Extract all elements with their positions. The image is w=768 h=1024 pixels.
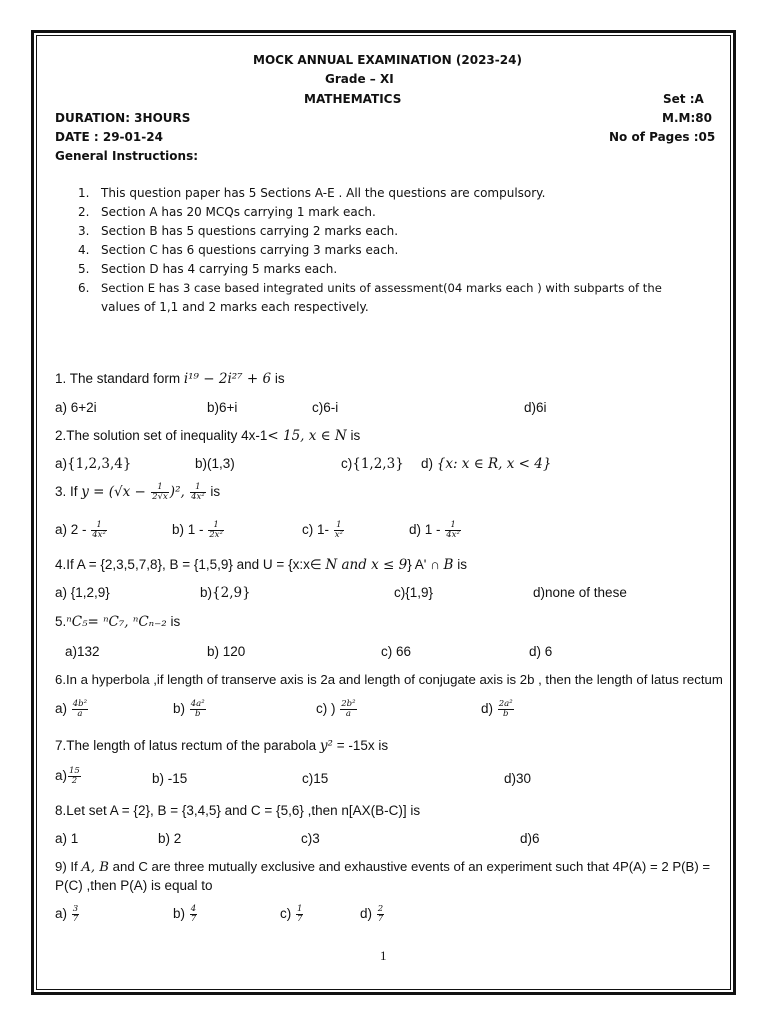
option-a bbox=[55, 456, 131, 472]
option-letter: d) bbox=[421, 456, 437, 471]
question-text: = -15x is bbox=[332, 738, 389, 753]
fraction bbox=[68, 767, 81, 786]
option-letter: b) bbox=[200, 585, 213, 600]
question-text: 3. If bbox=[55, 483, 82, 499]
fraction bbox=[377, 905, 384, 924]
instruction-text: Section D has 4 carrying 5 marks each. bbox=[101, 262, 338, 276]
math-expression: i¹⁹ − 2i²⁷ + 6 bbox=[183, 371, 272, 387]
option-a bbox=[55, 905, 80, 924]
option-a: a) {1,2,9} bbox=[55, 585, 110, 600]
fraction bbox=[151, 483, 169, 502]
numerator: 4 bbox=[190, 904, 197, 914]
denominator: a bbox=[345, 708, 351, 719]
question-4 bbox=[55, 557, 467, 573]
option-letter: a) bbox=[55, 767, 68, 783]
question-text: 1. The standard form bbox=[55, 371, 184, 386]
option-c: c){1,9} bbox=[394, 585, 434, 600]
grade: Grade – XI bbox=[325, 72, 394, 86]
fraction bbox=[72, 905, 79, 924]
fraction bbox=[334, 521, 344, 540]
math-expression: B bbox=[443, 557, 454, 573]
question-text: is bbox=[166, 614, 181, 629]
option-letter: c) ) bbox=[316, 700, 340, 716]
option-letter: d) bbox=[360, 905, 376, 921]
option-a: a) 1 bbox=[55, 831, 79, 846]
numerator: 1 bbox=[208, 521, 224, 531]
numerator: 2b² bbox=[341, 699, 356, 709]
numerator: 1 bbox=[334, 521, 344, 531]
denominator: 7 bbox=[377, 913, 384, 924]
numerator: 1 bbox=[190, 483, 206, 493]
option-letter: b) bbox=[173, 700, 189, 716]
option-b bbox=[173, 905, 198, 924]
option-d bbox=[421, 456, 551, 472]
duration: DURATION: 3HOURS bbox=[55, 111, 191, 125]
option-letter: c) 1- bbox=[302, 521, 333, 537]
numerator: 1 bbox=[297, 904, 303, 914]
general-instructions-heading: General Instructions: bbox=[55, 149, 199, 163]
question-text: 4.If A = {2,3,5,7,8}, B = {1,5,9} and U = {x:x∈ bbox=[55, 557, 326, 572]
option-a: a) 6+2i bbox=[55, 400, 97, 415]
math-expression: y² bbox=[319, 738, 333, 754]
option-c bbox=[280, 905, 304, 924]
option-b: b) 2 bbox=[158, 831, 182, 846]
fraction bbox=[190, 905, 197, 924]
question-text: 7.The length of latus rectum of the parabola bbox=[55, 738, 320, 753]
math-expression: < 15, x ∈ N bbox=[267, 428, 347, 444]
fraction bbox=[72, 700, 88, 719]
option-a bbox=[55, 700, 89, 719]
option-b: b) 120 bbox=[207, 644, 246, 659]
fraction bbox=[91, 521, 107, 540]
question-9-continued: P(C) ,then P(A) is equal to bbox=[55, 878, 213, 893]
instruction-number: 5. bbox=[78, 262, 90, 276]
denominator: 7 bbox=[297, 913, 303, 924]
option-d: d)30 bbox=[504, 771, 532, 786]
instruction-text: Section A has 20 MCQs carrying 1 mark each. bbox=[101, 205, 376, 219]
question-text: 9) If bbox=[55, 859, 82, 874]
option-letter: c) bbox=[280, 905, 295, 921]
derivative-fraction bbox=[190, 483, 206, 502]
option-c bbox=[302, 521, 345, 540]
math-expression: N and x ≤ 9 bbox=[325, 557, 408, 573]
denominator: 7 bbox=[72, 913, 79, 924]
numerator: 2a² bbox=[498, 699, 513, 709]
option-letter: b) 1 - bbox=[172, 521, 208, 537]
subject: MATHEMATICS bbox=[304, 92, 402, 106]
instruction-number: 3. bbox=[78, 224, 90, 238]
option-a bbox=[55, 767, 82, 786]
exam-title: MOCK ANNUAL EXAMINATION (2023-24) bbox=[253, 53, 522, 67]
numerator: 4a² bbox=[190, 699, 205, 709]
option-d bbox=[360, 905, 385, 924]
option-value: {2,9} bbox=[212, 585, 251, 601]
option-c bbox=[341, 456, 404, 472]
denominator: x² bbox=[334, 529, 343, 540]
option-b bbox=[200, 585, 251, 601]
option-c: c)3 bbox=[301, 831, 320, 846]
option-d bbox=[481, 700, 515, 719]
option-c: c) 66 bbox=[381, 644, 412, 659]
numerator: 1 bbox=[151, 483, 169, 493]
exam-date: DATE : 29-01-24 bbox=[55, 130, 163, 144]
numerator: 2 bbox=[377, 904, 384, 914]
option-d bbox=[409, 521, 462, 540]
question-text: 5. bbox=[55, 614, 67, 629]
option-b: b)6+i bbox=[207, 400, 238, 415]
denominator: 4x² bbox=[191, 491, 205, 502]
option-letter: b) bbox=[173, 905, 189, 921]
question-7 bbox=[55, 738, 388, 754]
page-count: No of Pages :05 bbox=[609, 130, 716, 144]
option-c bbox=[316, 700, 358, 719]
option-b: b)(1,3) bbox=[195, 456, 235, 471]
denominator: 4x² bbox=[92, 529, 106, 540]
option-b bbox=[173, 700, 207, 719]
option-value: {x: x ∈ R, x < 4} bbox=[436, 456, 552, 472]
instruction-number: 2. bbox=[78, 205, 90, 219]
option-value: {1,2,3} bbox=[352, 456, 404, 472]
numerator: 3 bbox=[72, 904, 79, 914]
denominator: 2 bbox=[71, 775, 78, 786]
instruction-number: 6. bbox=[78, 281, 90, 295]
question-1 bbox=[55, 371, 285, 387]
max-marks: M.M:80 bbox=[662, 111, 712, 125]
instruction-number: 4. bbox=[78, 243, 90, 257]
option-letter: a) 2 - bbox=[55, 521, 91, 537]
fraction bbox=[190, 700, 206, 719]
question-text: 2.The solution set of inequality 4x-1 bbox=[55, 428, 268, 443]
option-d: d)none of these bbox=[533, 585, 627, 600]
option-c: c)15 bbox=[302, 771, 329, 786]
option-d: d) 6 bbox=[529, 644, 553, 659]
question-5 bbox=[55, 614, 180, 630]
option-value: {1,2,3,4} bbox=[67, 456, 132, 472]
option-letter: a) bbox=[55, 456, 68, 471]
denominator: a bbox=[77, 708, 83, 719]
fraction bbox=[340, 700, 356, 719]
fraction bbox=[498, 700, 514, 719]
question-text: is bbox=[206, 483, 221, 499]
math-expression: A, B bbox=[81, 860, 109, 875]
option-a bbox=[55, 521, 108, 540]
denominator: 4x² bbox=[446, 529, 460, 540]
denominator: 2x² bbox=[209, 529, 223, 540]
option-b: b) -15 bbox=[152, 771, 188, 786]
question-8: 8.Let set A = {2}, B = {3,4,5} and C = {5,6} ,then n[AX(B-C)] is bbox=[55, 803, 421, 818]
option-b bbox=[172, 521, 225, 540]
option-a: a)132 bbox=[65, 644, 100, 659]
denominator: b bbox=[502, 708, 509, 719]
question-text: and C are three mutually exclusive and exhaustive events of an experiment such that 4P(A) = 2 P(B) = bbox=[109, 859, 711, 874]
numerator: 4b² bbox=[72, 699, 88, 709]
fraction bbox=[208, 521, 224, 540]
question-2 bbox=[55, 428, 360, 444]
set-label: Set :A bbox=[663, 92, 704, 106]
instruction-number: 1. bbox=[78, 186, 90, 200]
question-text: is bbox=[346, 428, 361, 443]
numerator: 1 bbox=[91, 521, 107, 531]
question-9 bbox=[55, 859, 710, 875]
fraction bbox=[445, 521, 461, 540]
instruction-text-continued: values of 1,1 and 2 marks each respectively. bbox=[101, 300, 369, 314]
option-letter: d) bbox=[481, 700, 497, 716]
option-c: c)6-i bbox=[312, 400, 339, 415]
question-text: is bbox=[453, 557, 467, 572]
denominator: b bbox=[194, 708, 201, 719]
denominator: 2√x bbox=[152, 491, 168, 502]
option-letter: d) 1 - bbox=[409, 521, 445, 537]
option-letter: a) bbox=[55, 905, 71, 921]
page-number: 1 bbox=[380, 948, 387, 963]
option-letter: c) bbox=[341, 456, 353, 471]
question-text: } A' ∩ bbox=[407, 557, 444, 572]
numerator: 15 bbox=[69, 766, 80, 776]
math-expression: y = (√x − bbox=[81, 483, 151, 500]
question-text: is bbox=[271, 371, 285, 386]
math-expression: ⁿC₅= ⁿC₇, ⁿCₙ₋₂ bbox=[66, 614, 167, 630]
instruction-text: Section E has 3 case based integrated units of assessment(04 marks each ) with subparts of the bbox=[101, 281, 662, 295]
option-d: d)6i bbox=[524, 400, 547, 415]
math-expression: )², bbox=[169, 483, 190, 500]
numerator: 1 bbox=[445, 521, 461, 531]
page-border-inner bbox=[36, 35, 731, 990]
fraction bbox=[296, 905, 303, 924]
instruction-text: Section C has 6 questions carrying 3 marks each. bbox=[101, 243, 399, 257]
denominator: 7 bbox=[190, 913, 197, 924]
instruction-text: Section B has 5 questions carrying 2 marks each. bbox=[101, 224, 399, 238]
question-6: 6.In a hyperbola ,if length of transerve axis is 2a and length of conjugate axis is 2b , then the length of latus rectum bbox=[55, 672, 723, 687]
option-d: d)6 bbox=[520, 831, 540, 846]
option-letter: a) bbox=[55, 700, 71, 716]
instruction-text: This question paper has 5 Sections A-E . All the questions are compulsory. bbox=[101, 186, 546, 200]
question-3 bbox=[55, 483, 220, 502]
